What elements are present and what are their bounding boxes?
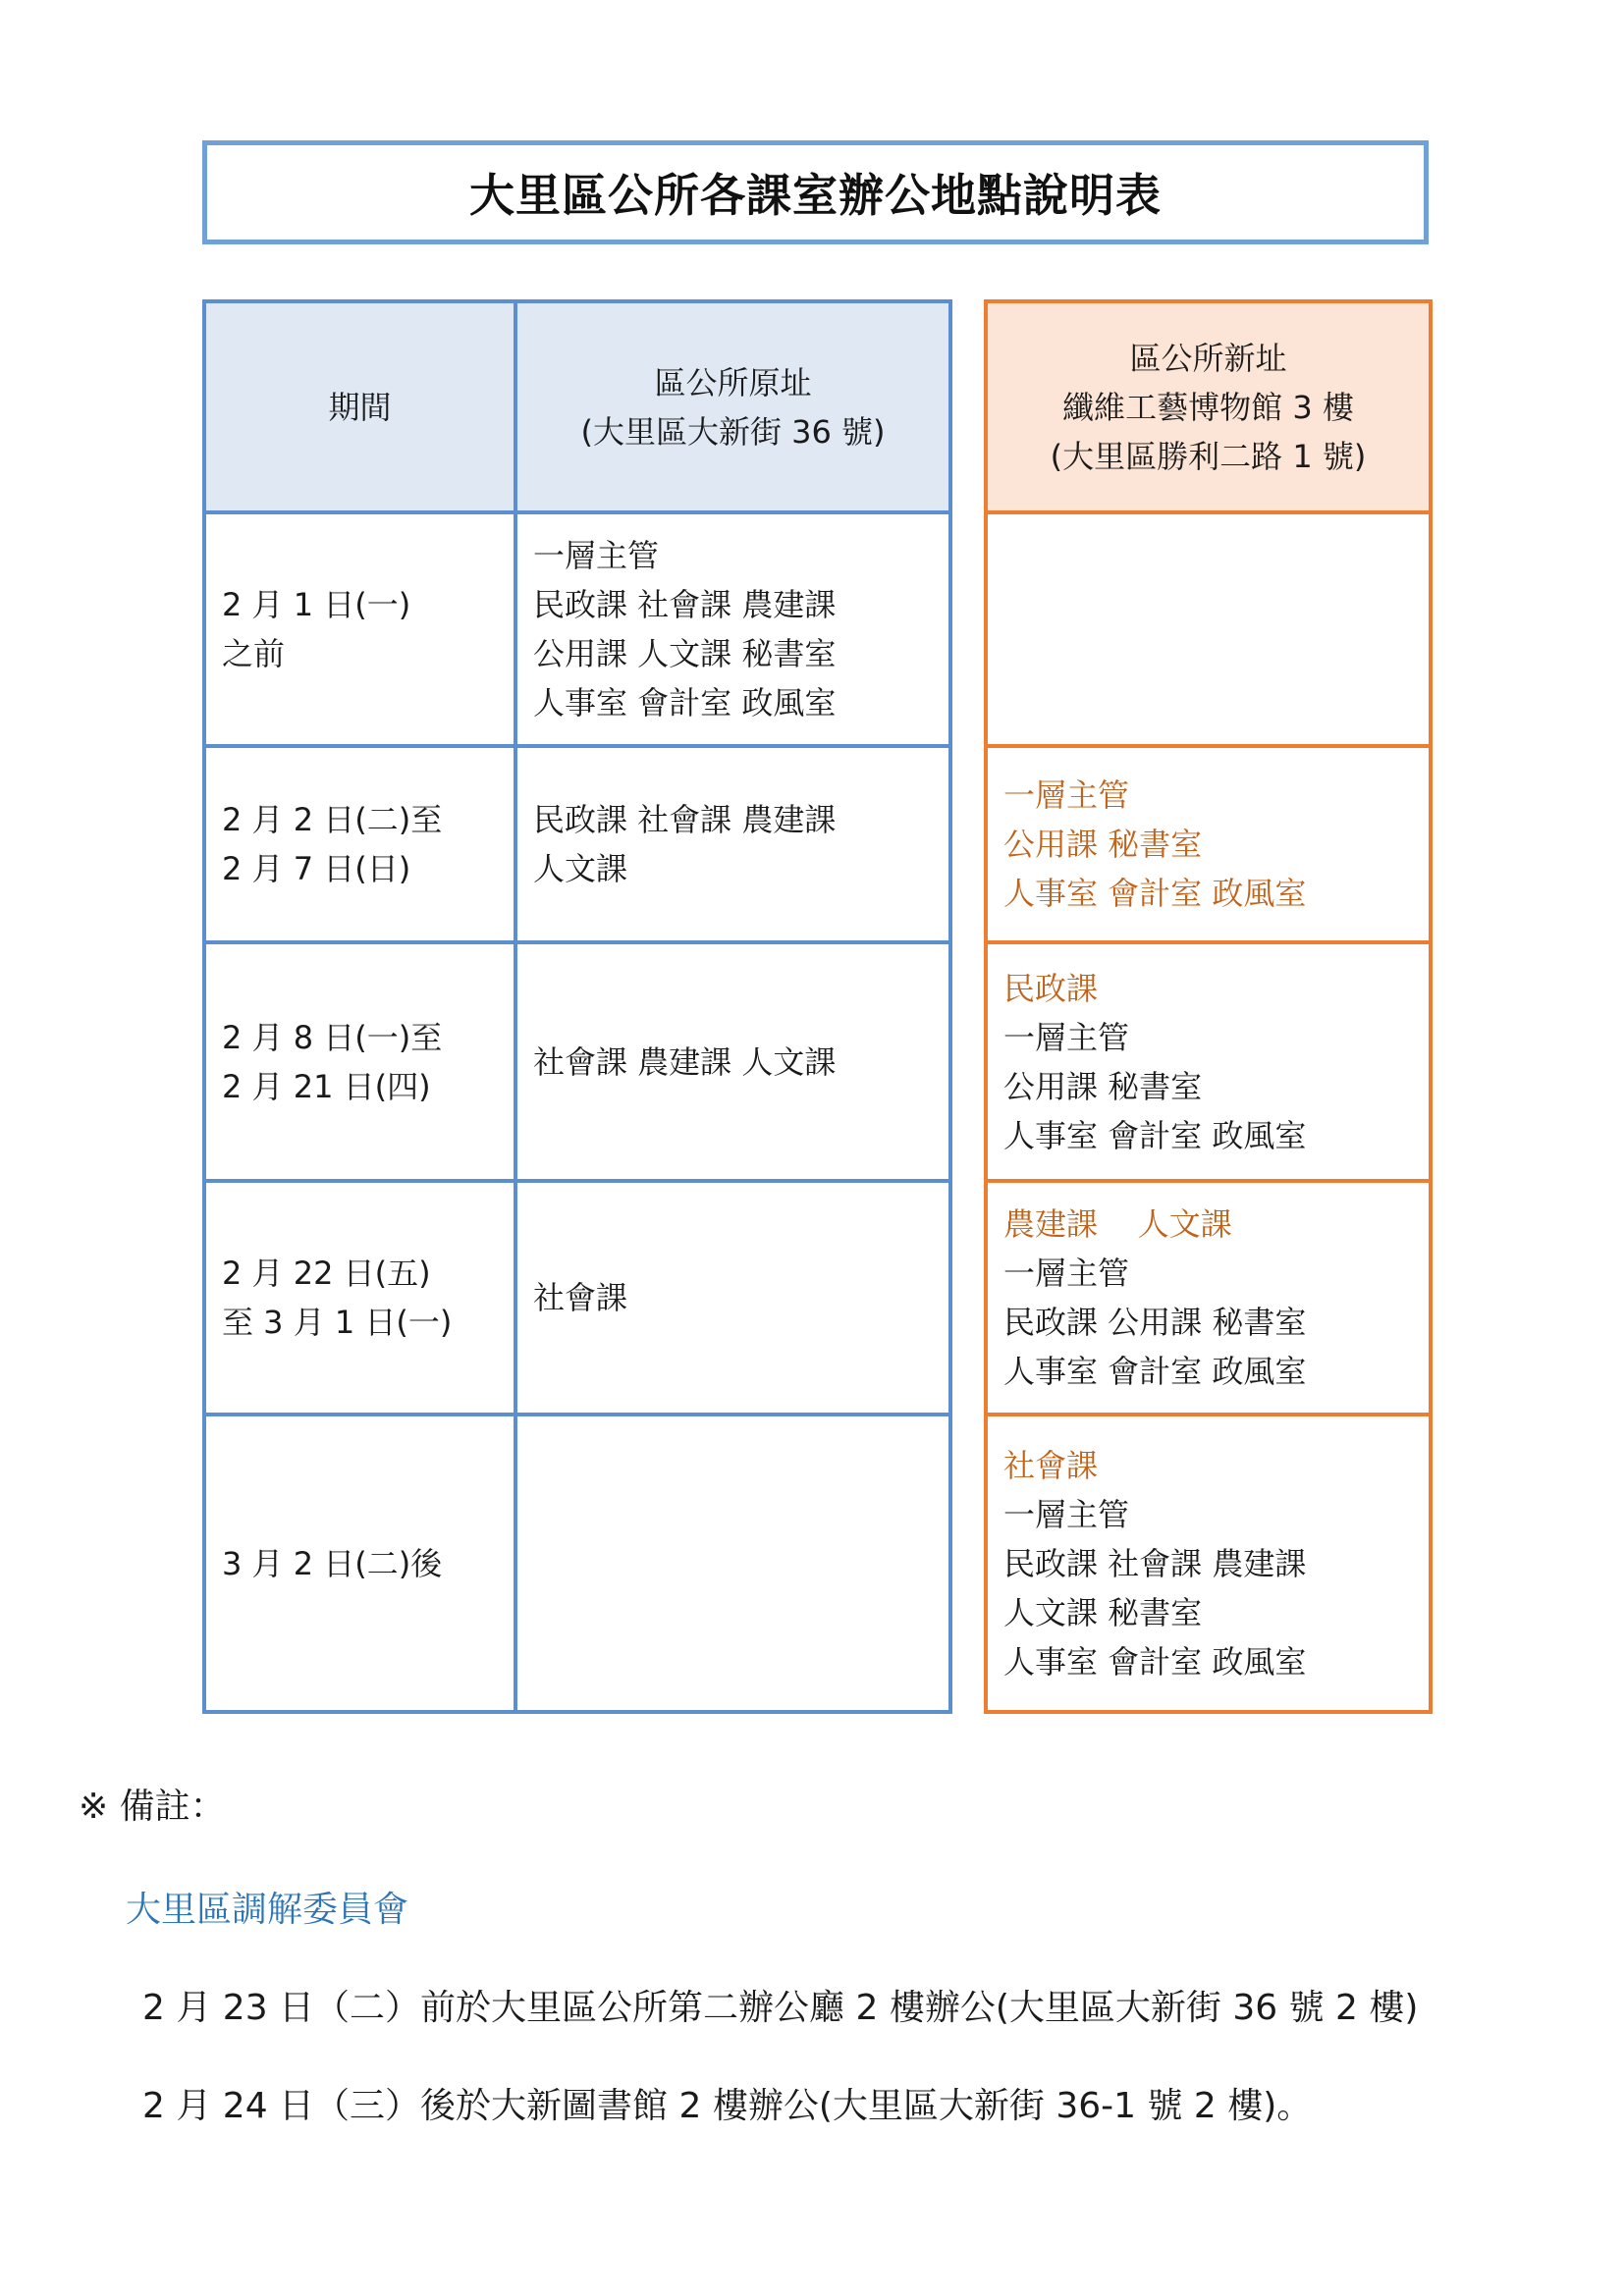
mediation-committee-label: 大里區調解委員會 bbox=[126, 1890, 409, 1930]
period-cell bbox=[204, 1415, 515, 1712]
new-address-title: 區公所新址 bbox=[1129, 339, 1287, 377]
period-line: 2 月 2 日(二)至 bbox=[222, 801, 443, 838]
office-line: 人事室 會計室 政風室 bbox=[1003, 1353, 1307, 1390]
period-cell bbox=[204, 942, 515, 1181]
office-line: 民政課 社會課 農建課 bbox=[533, 801, 837, 838]
office-line: 民政課 社會課 農建課 bbox=[1003, 1544, 1307, 1582]
office-line: 人文課 秘書室 bbox=[1003, 1593, 1203, 1631]
old-address-title: 區公所原址 bbox=[654, 363, 812, 401]
office-line: 社會課 bbox=[533, 1279, 628, 1316]
period-cell bbox=[204, 1181, 515, 1415]
moved-office-line: 民政課 bbox=[1003, 969, 1099, 1007]
office-line: 人文課 bbox=[533, 850, 628, 887]
note-line-1: 2 月 23 日（二）前於大里區公所第二辦公廳 2 樓辦公(大里區大新街 36 號 2 樓) bbox=[142, 1988, 1419, 2028]
old-address-cell bbox=[515, 1415, 950, 1712]
new-address-building: 纖維工藝博物館 3 樓 bbox=[1062, 388, 1354, 426]
old-address-cell bbox=[515, 512, 950, 746]
office-line: 民政課 公用課 秘書室 bbox=[1003, 1304, 1307, 1341]
new-address-cell bbox=[986, 512, 1431, 746]
office-line: 一層主管 bbox=[1003, 1255, 1130, 1292]
office-line: 公用課 秘書室 bbox=[1003, 1067, 1203, 1105]
period-line: 至 3 月 1 日(一) bbox=[222, 1304, 453, 1341]
title-box bbox=[202, 140, 1429, 244]
new-address-header bbox=[986, 301, 1431, 512]
office-line: 一層主管 bbox=[1003, 1018, 1130, 1056]
old-address-cell bbox=[515, 1181, 950, 1415]
new-address-cell bbox=[986, 1415, 1431, 1712]
note-line-2: 2 月 24 日（三）後於大新圖書館 2 樓辦公(大里區大新街 36-1 號 2 樓)。 bbox=[142, 2086, 1313, 2126]
old-address-cell bbox=[515, 942, 950, 1181]
period-line: 2 月 7 日(日) bbox=[222, 850, 411, 887]
period-line: 之前 bbox=[222, 635, 286, 672]
new-address-cell bbox=[986, 746, 1431, 942]
period-line: 2 月 1 日(一) bbox=[222, 586, 411, 623]
old-address-table bbox=[202, 299, 952, 1714]
new-address-detail: (大里區勝利二路 1 號) bbox=[1050, 437, 1367, 475]
office-line: 一層主管 bbox=[1003, 1495, 1130, 1533]
notes-heading: ※ 備註： bbox=[79, 1787, 226, 1827]
new-address-table bbox=[984, 299, 1433, 1714]
period-line: 3 月 2 日(二)後 bbox=[222, 1544, 443, 1582]
period-header-label: 期間 bbox=[328, 388, 392, 426]
old-address-header bbox=[515, 301, 950, 512]
office-line: 人事室 會計室 政風室 bbox=[533, 684, 837, 721]
period-line: 2 月 21 日(四) bbox=[222, 1067, 431, 1105]
old-address-detail: (大里區大新街 36 號) bbox=[580, 412, 886, 451]
office-line: 人事室 會計室 政風室 bbox=[1003, 1642, 1307, 1681]
office-line: 民政課 社會課 農建課 bbox=[533, 586, 837, 623]
period-header bbox=[204, 301, 515, 512]
moved-office-line: 公用課 秘書室 bbox=[1003, 826, 1203, 863]
old-address-cell bbox=[515, 746, 950, 942]
office-line: 社會課 農建課 人文課 bbox=[533, 1042, 837, 1081]
new-address-cell bbox=[986, 942, 1431, 1181]
office-line: 公用課 人文課 秘書室 bbox=[533, 635, 837, 672]
moved-office-line: 農建課 人文課 bbox=[1003, 1205, 1232, 1243]
period-cell bbox=[204, 512, 515, 746]
period-line: 2 月 8 日(一)至 bbox=[222, 1018, 443, 1056]
office-line: 人事室 會計室 政風室 bbox=[1003, 1116, 1307, 1154]
new-address-cell bbox=[986, 1181, 1431, 1415]
moved-office-line: 社會課 bbox=[1003, 1446, 1099, 1484]
page-title: 大里區公所各課室辦公地點說明表 bbox=[469, 169, 1162, 222]
period-cell bbox=[204, 746, 515, 942]
moved-office-line: 一層主管 bbox=[1003, 776, 1130, 814]
period-line: 2 月 22 日(五) bbox=[222, 1255, 431, 1292]
office-line: 一層主管 bbox=[533, 537, 660, 574]
moved-office-line: 人事室 會計室 政風室 bbox=[1003, 875, 1307, 912]
